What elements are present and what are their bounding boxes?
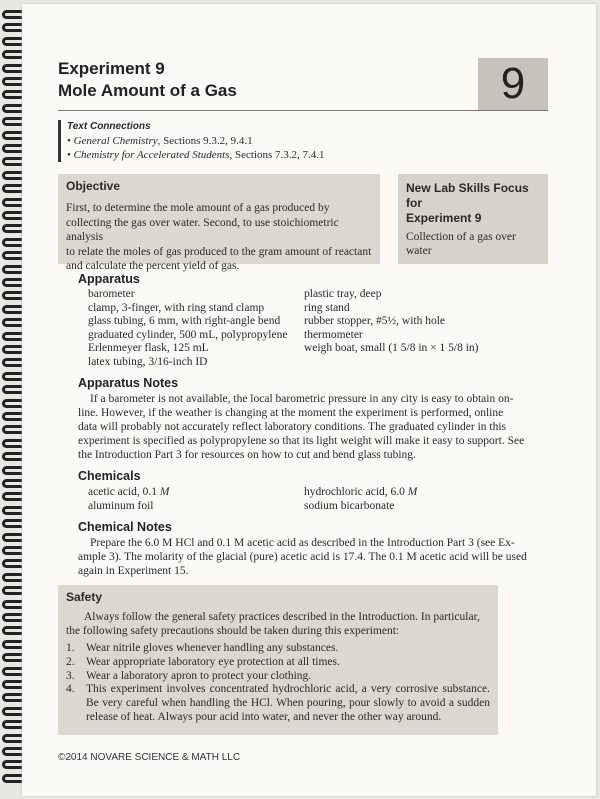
spiral-coil — [2, 412, 22, 421]
list-item: sodium bicarbonate — [304, 499, 395, 512]
spiral-coil — [2, 559, 22, 568]
spiral-binding — [0, 10, 24, 790]
safety-list — [58, 642, 498, 725]
spiral-coil — [2, 399, 22, 408]
apparatus-notes-text: If a barometer is not available, the local barometric pressure in any city is easy to obtain on- line. However, if the weather is changing at the moment the experiment is performed, online data will probably not accurately reflect laboratory conditions. The graduated cylinder in this experiment is specified as polypropylene so that its light weight will make it easy to support. See the Introduction Part 3 for resources on how to cut and bend glass tubing. — [78, 393, 525, 461]
spiral-coil — [2, 653, 22, 662]
text-connection-item: • Chemistry for Accelerated Students, Sections 7.3.2, 7.4.1 — [67, 149, 325, 161]
spiral-coil — [2, 157, 22, 166]
list-item: plastic tray, deep — [304, 288, 382, 300]
spiral-coil — [2, 466, 22, 475]
list-item: Erlenmeyer flask, 125 mL — [88, 342, 209, 354]
safety-box — [58, 585, 498, 735]
spiral-coil — [2, 492, 22, 501]
safety-intro: Always follow the general safety practices described in the Introduction. In particular, the following safety precautions should be taken during this experiment: — [66, 611, 480, 637]
spiral-coil — [2, 760, 22, 769]
spiral-coil — [2, 318, 22, 327]
list-item: rubber stopper, #5½, with hole — [304, 315, 446, 327]
spiral-coil — [2, 251, 22, 260]
spiral-coil — [2, 425, 22, 434]
spiral-coil — [2, 291, 22, 300]
spiral-coil — [2, 265, 22, 274]
spiral-coil — [2, 211, 22, 220]
spiral-coil — [2, 171, 22, 180]
list-item: ring stand — [304, 301, 350, 314]
list-item: latex tubing, 3/16-inch ID — [88, 355, 208, 368]
apparatus-list-left — [88, 288, 287, 369]
chemicals-heading: Chemicals — [78, 469, 141, 483]
spiral-coil — [2, 707, 22, 716]
spiral-coil — [2, 117, 22, 126]
spiral-coil — [2, 50, 22, 59]
spiral-coil — [2, 278, 22, 287]
spiral-coil — [2, 104, 22, 113]
spiral-coil — [2, 345, 22, 354]
apparatus-list-right — [304, 288, 479, 356]
chemicals-list-left — [88, 486, 169, 513]
spiral-coil — [2, 305, 22, 314]
safety-item: 1. Wear nitrile gloves whenever handling any substances. — [66, 642, 339, 654]
spiral-coil — [2, 10, 22, 19]
lab-skills-text: Collection of a gas over water — [406, 231, 516, 257]
safety-item: 2. Wear appropriate laboratory eye protection at all times. — [66, 655, 340, 668]
spiral-coil — [2, 600, 22, 609]
spiral-coil — [2, 144, 22, 153]
spiral-coil — [2, 77, 22, 86]
apparatus-notes-heading: Apparatus Notes — [78, 376, 179, 390]
objective-box — [58, 174, 380, 272]
spiral-coil — [2, 774, 22, 783]
chemicals-list-right — [304, 486, 417, 513]
list-item: clamp, 3-finger, with ring stand clamp — [88, 301, 265, 314]
spiral-coil — [2, 667, 22, 676]
lab-skills-heading: New Lab Skills Focus for Experiment 9 — [406, 181, 529, 225]
spiral-coil — [2, 131, 22, 140]
list-item: acetic acid, 0.1 M — [88, 486, 170, 498]
chemical-notes-heading: Chemical Notes — [78, 520, 172, 534]
spiral-coil — [2, 720, 22, 729]
spiral-coil — [2, 90, 22, 99]
title-rule — [58, 110, 548, 111]
list-item: aluminum foil — [88, 499, 154, 512]
objective-heading: Objective — [66, 179, 121, 193]
experiment-number-label: Experiment 9 — [58, 59, 165, 78]
spiral-coil — [2, 224, 22, 233]
safety-heading: Safety — [66, 590, 103, 604]
safety-item: 3. Wear a laboratory apron to protect your clothing. — [66, 669, 312, 682]
spiral-coil — [2, 573, 22, 582]
text-connection-item: • General Chemistry, Sections 9.3.2, 9.4.1 — [67, 135, 253, 147]
objective-text: First, to determine the mole amount of a gas produced by collecting the gas over water. Second, to use stoichiometric analysis to relate the moles of gas produced to the gram amount of reactant and calculate the percent yield of gas. — [66, 202, 372, 272]
text-connections-heading: Text Connections — [67, 121, 151, 132]
spiral-coil — [2, 546, 22, 555]
text-connections — [58, 120, 325, 162]
experiment-name: Mole Amount of a Gas — [58, 81, 237, 100]
spiral-coil — [2, 332, 22, 341]
copyright-footer: ©2014 NOVARE SCIENCE & MATH LLC — [58, 752, 241, 763]
spiral-coil — [2, 533, 22, 542]
experiment-title — [58, 58, 237, 102]
chemical-notes-text: Prepare the 6.0 M HCl and 0.1 M acetic acid as described in the Introduction Part 3 (see Ex- ample 3). The molarity of the glacial (pure) acetic acid is 17.4. The 0.1 M acetic acid will be used again in Experiment 15. — [78, 537, 527, 577]
list-item: barometer — [88, 288, 135, 300]
list-item: weigh boat, small (1 5/8 in × 1 5/8 in) — [304, 342, 479, 354]
apparatus-heading: Apparatus — [78, 272, 140, 286]
list-item: glass tubing, 6 mm, with right-angle bend — [88, 315, 281, 327]
spiral-coil — [2, 626, 22, 635]
spiral-coil — [2, 586, 22, 595]
spiral-coil — [2, 358, 22, 367]
spiral-coil — [2, 452, 22, 461]
spiral-coil — [2, 198, 22, 207]
spiral-coil — [2, 37, 22, 46]
spiral-coil — [2, 734, 22, 743]
spiral-coil — [2, 439, 22, 448]
spiral-coil — [2, 64, 22, 73]
spiral-coil — [2, 693, 22, 702]
spiral-coil — [2, 506, 22, 515]
lab-skills-box — [398, 174, 548, 264]
spiral-coil — [2, 613, 22, 622]
list-item: thermometer — [304, 328, 363, 341]
spiral-coil — [2, 680, 22, 689]
chapter-number-tab: 9 — [478, 58, 548, 110]
list-item: hydrochloric acid, 6.0 M — [304, 486, 418, 498]
spiral-coil — [2, 385, 22, 394]
spiral-coil — [2, 23, 22, 32]
list-item: graduated cylinder, 500 mL, polypropylene — [88, 328, 288, 341]
spiral-coil — [2, 519, 22, 528]
spiral-coil — [2, 747, 22, 756]
spiral-coil — [2, 479, 22, 488]
spiral-coil — [2, 372, 22, 381]
spiral-coil — [2, 640, 22, 649]
spiral-coil — [2, 184, 22, 193]
safety-item: 4. This experiment involves concentrated hydrochloric acid, a very corrosive substance. Be very careful when handling the HCl. When pouring, pour slowly to avoid a sudden release of heat. Always pour acid into water, and never the other way around. — [66, 683, 490, 723]
spiral-coil — [2, 238, 22, 247]
